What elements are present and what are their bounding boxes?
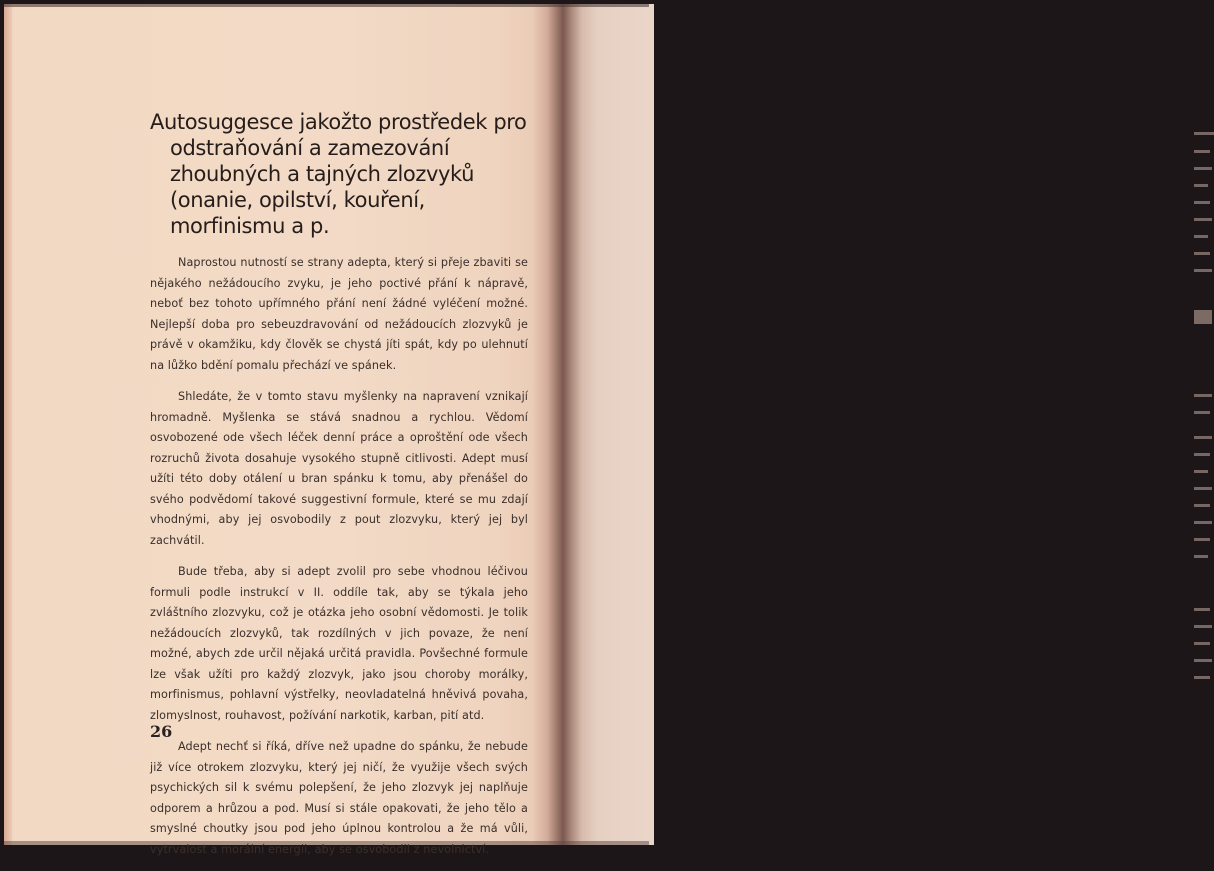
bleed-line	[1194, 555, 1208, 558]
bleed-line	[1194, 453, 1210, 456]
bleed-line	[1194, 269, 1212, 272]
bleed-line	[1194, 150, 1210, 153]
bleed-heading	[1194, 310, 1212, 324]
paragraph: Adept nechť si říká, dříve než upadne do spánku, že nebude již více otrokem zlozvyku, který jej ničí, že využije všech svých psychických sil k svému polepšení, že jeho zlozvyk jej naplňuje odporem a hrůzou a pod. Musí si stále opakovati, že jeho tělo a smyslné choutky jsou pod jeho úplnou kontrolou a že má vůli, vytrvalost a morální energii, aby se osvobodil z nevolnictví.	[150, 740, 528, 856]
paragraph: Bude třeba, aby si adept zvolil pro sebe vhodnou léčivou formuli podle instrukcí v II. oddíle tak, aby se týkala jeho zvláštního zlozvyku, což je otázka jeho osobní vědomosti. Je tolik nežádoucích zlozvyků, tak rozdílných v jich povaze, že není možné, abych zde určil nějaká určitá pravidla. Povšechné formule lze však užíti pro každý zlozvyk, jako jsou choroby morálky, morfinismus, pohlavní výstřelky, neovladatelná hněvivá povaha, zlomyslnost, rouhavost, požívání narkotik, karban, pití atd.	[150, 565, 528, 722]
bleed-line	[1194, 487, 1212, 490]
page-edge	[4, 4, 12, 845]
paragraph: Naprostou nutností se strany adepta, který si přeje zbaviti se nějakého nežádoucího zvyku, je jeho poctivé přání k nápravě, neboť bez tohoto upřímného přání není žádné vyléčení možné. Nejlepší doba pro sebeuzdravování od nežádoucích zlozvyků je právě v okamžiku, kdy člověk se chystá jíti spát, kdy po ulehnutí na lůžko bdění pomalu přechází ve spánek.	[150, 256, 528, 372]
book-gutter	[532, 4, 582, 845]
bleed-line	[1194, 411, 1210, 414]
right-page-partial	[574, 4, 654, 845]
bleed-line	[1194, 235, 1208, 238]
bleed-line	[1194, 521, 1212, 524]
book-scan	[4, 4, 649, 856]
bleed-line	[1194, 252, 1210, 255]
bleed-line	[1194, 201, 1210, 204]
bleed-line	[1194, 504, 1210, 507]
bleed-line	[1194, 642, 1210, 645]
bleed-line	[1194, 608, 1210, 611]
bleed-line	[1194, 167, 1212, 170]
bleed-line	[1194, 538, 1210, 541]
page-content	[150, 109, 528, 871]
top-edge-shadow	[4, 4, 649, 7]
bleed-line	[1194, 676, 1210, 679]
bleed-line	[1194, 625, 1212, 628]
paragraph: Shledáte, že v tomto stavu myšlenky na napravení vznikají hromadně. Myšlenka se stává snadnou a rychlou. Vědomí osvobozené ode všech léček denní práce a oproštění ode všech rozruchů života dosahuje vysokého stupně citlivosti. Adept musí užíti této doby otálení u bran spánku k tomu, aby přenášel do svého podvědomí takové suggestivní formule, které se mu zdají vhodnými, aby jej osvobodily z pout zlozvyku, který jej byl zachvátil.	[150, 390, 528, 547]
bleed-line	[1194, 394, 1212, 397]
bleed-line	[1194, 436, 1212, 439]
bleed-line	[1194, 132, 1214, 135]
bleed-line	[1194, 659, 1212, 662]
chapter-title: Autosuggesce jakožto prostředek pro odstraňování a zamezování zhoubných a tajných zlozvyků (onanie, opilství, kouření, morfinismu a p.	[150, 110, 527, 238]
bleed-line	[1194, 184, 1208, 187]
bleed-line	[1194, 218, 1212, 221]
bleed-line	[1194, 470, 1208, 473]
page-number: 26	[150, 722, 173, 741]
